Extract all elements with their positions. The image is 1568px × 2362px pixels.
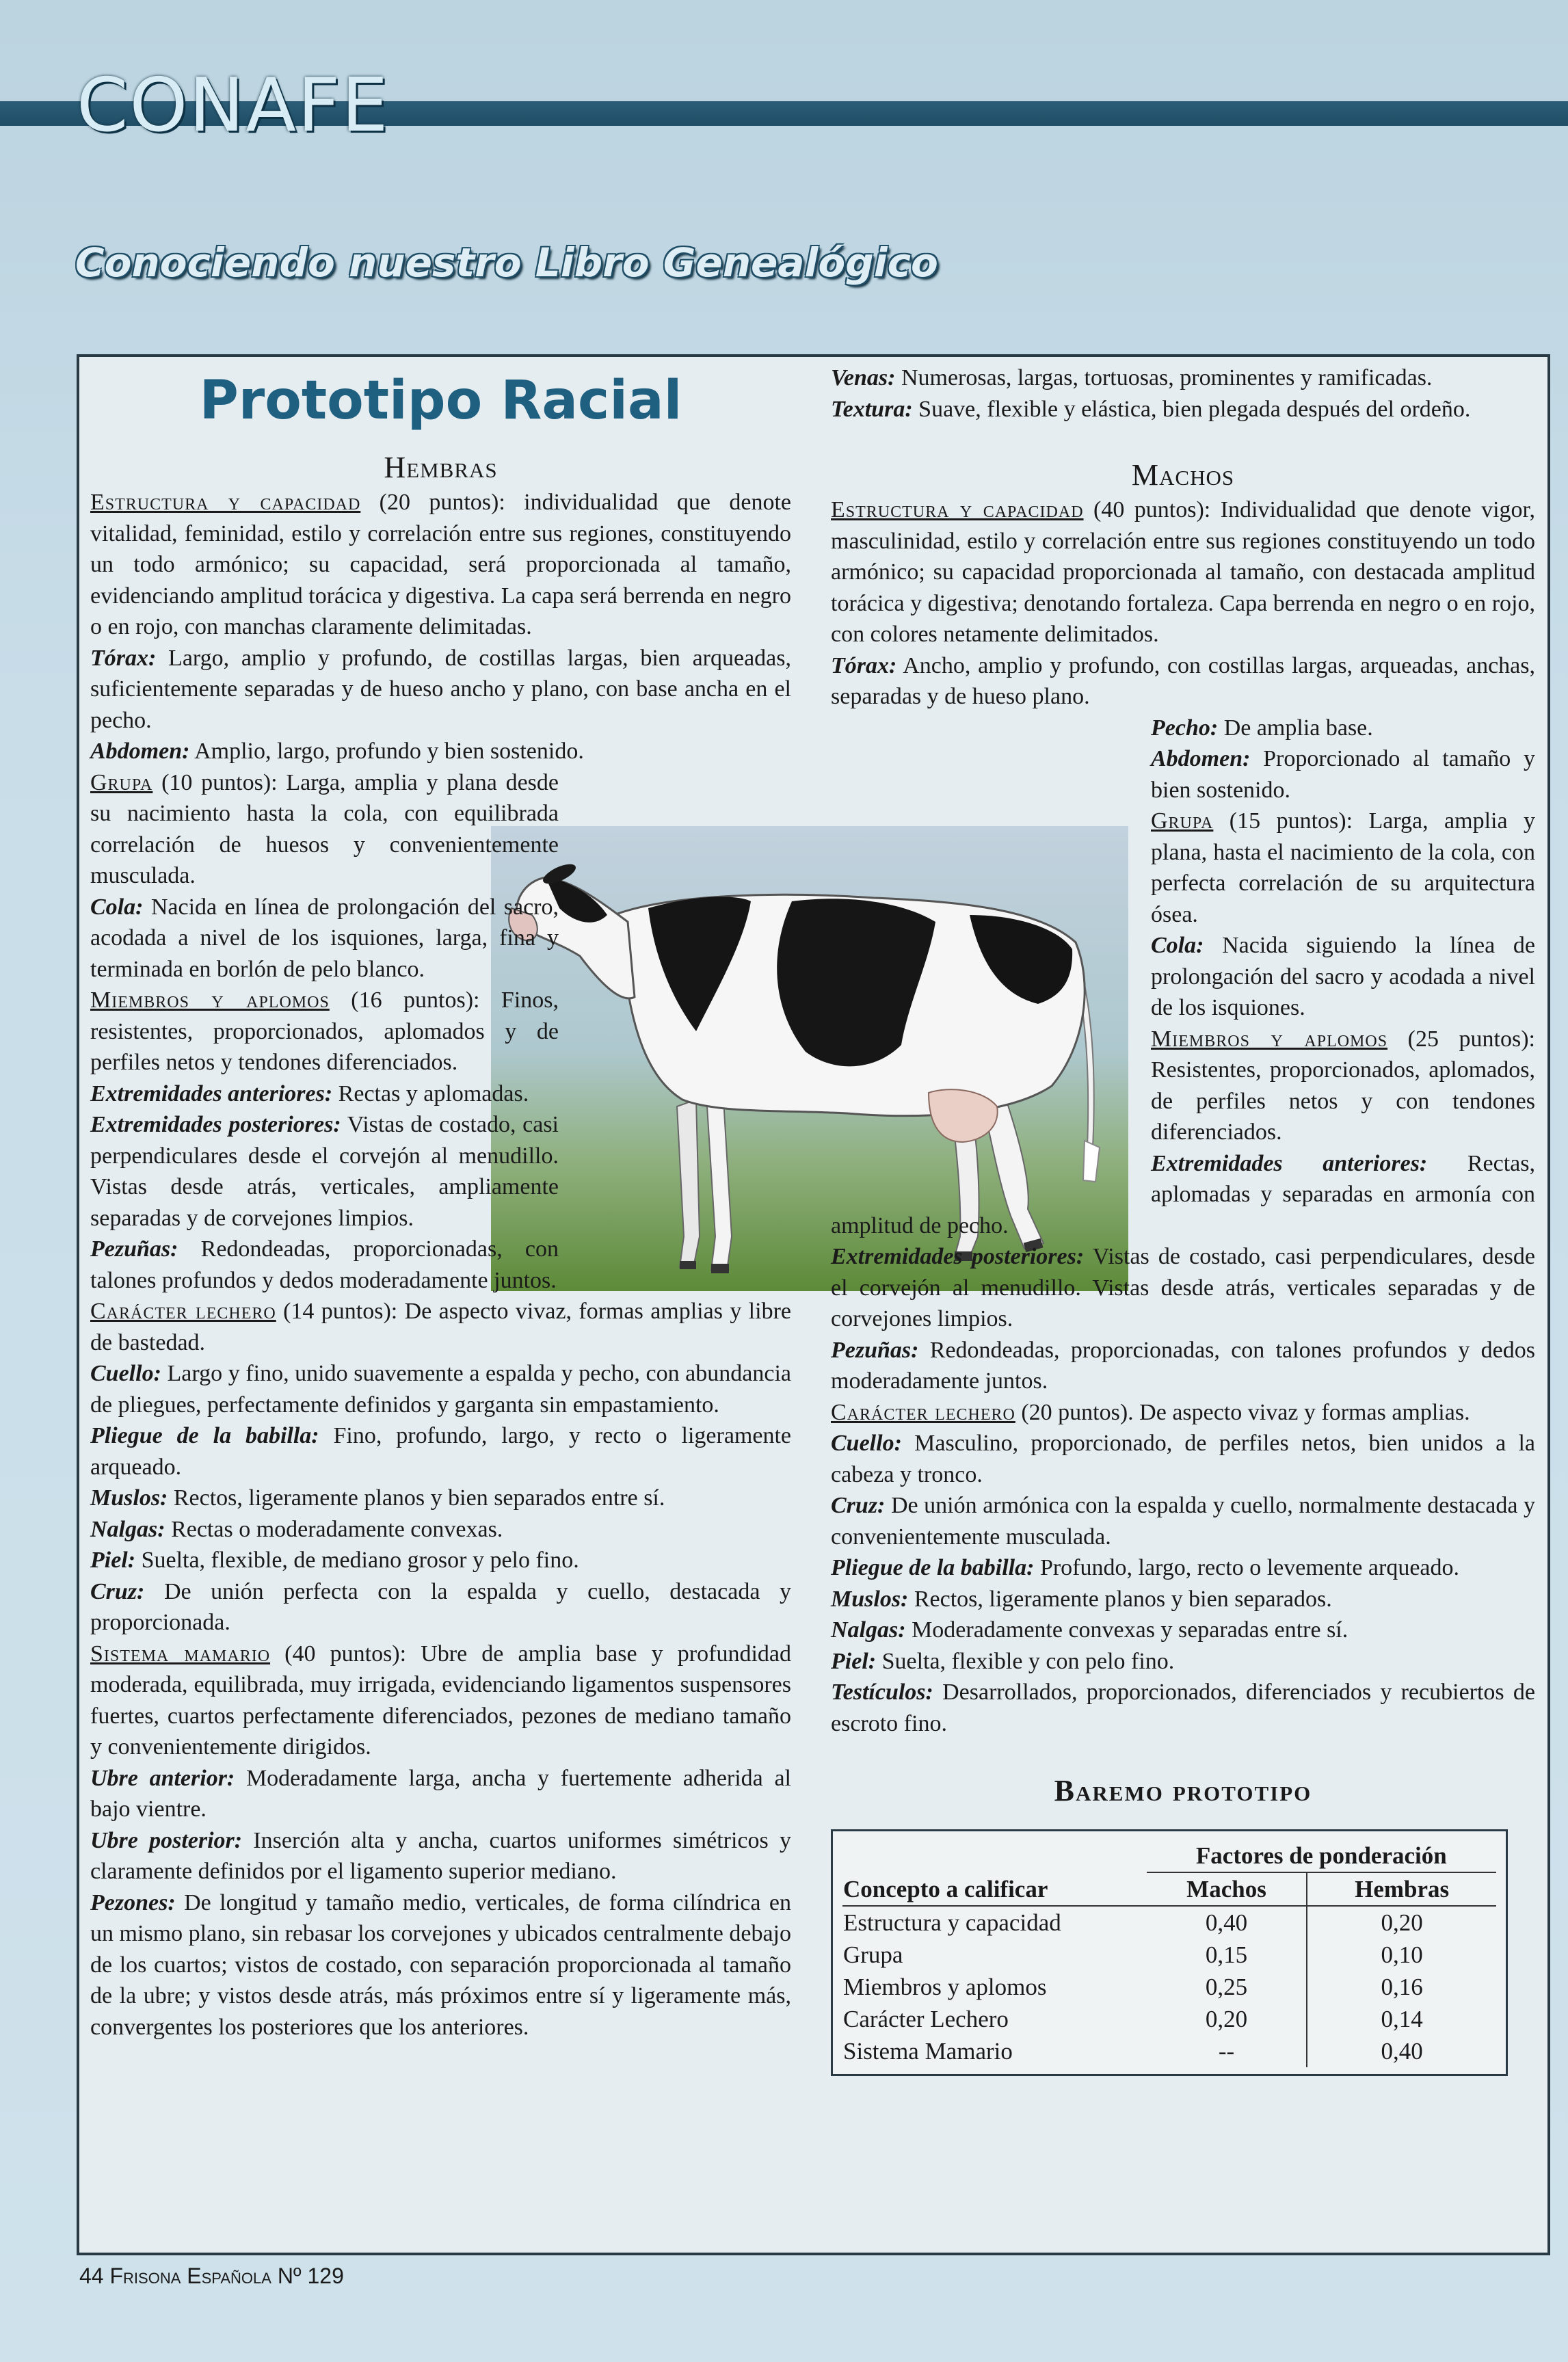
machos-cell: 0,20 <box>1205 2006 1248 2032</box>
paragraph-label: Extremidades posteriores: <box>831 1244 1085 1269</box>
col-hembras-header: Hembras <box>1307 1872 1496 1906</box>
paragraph-label: Miembros y aplomos <box>90 987 330 1013</box>
paragraph-label: Grupa <box>1151 808 1214 834</box>
paragraph-label: Pezuñas: <box>90 1236 178 1262</box>
paragraph-text: Suelta, flexible, de mediano grosor y pelo fino. <box>135 1548 579 1573</box>
paragraph <box>90 1825 791 1887</box>
hembras-cell: 0,40 <box>1307 2035 1496 2067</box>
baremo-title: Baremo prototipo <box>1054 1774 1312 1807</box>
paragraph-label: Pecho: <box>1151 715 1219 741</box>
paragraph-text: Redondeadas, proporcionadas, con talones profundos y dedos moderadamente juntos. <box>831 1337 1535 1394</box>
baremo-table <box>842 1840 1496 2067</box>
paragraph-label: Sistema mamario <box>90 1641 271 1667</box>
paragraph-text: Rectos, ligeramente planos y bien separados. <box>908 1586 1332 1612</box>
paragraph-label: Carácter lechero <box>831 1399 1015 1425</box>
machos-cell: -- <box>1218 2038 1235 2065</box>
paragraph-label: Textura: <box>831 396 913 422</box>
concept-cell: Grupa <box>843 1941 903 1968</box>
paragraph <box>90 1576 791 1638</box>
paragraph <box>831 1615 1535 1646</box>
publication-name: Frisona Española <box>109 2264 271 2288</box>
image-wrap-spacer <box>831 713 1151 1205</box>
machos-list <box>831 494 1535 1739</box>
paragraph-text: Fino, profundo, largo, y recto o ligeramente arqueado. <box>90 1423 792 1480</box>
paragraph <box>90 1358 791 1420</box>
paragraph-label: Muslos: <box>90 1485 168 1511</box>
paragraph-text: (20 puntos): individualidad que denote vitalidad, feminidad, estilo y correlación entre sus regiones, constituyendo un todo armónico; su capacidad, será proporcionada al tamaño, evidenciando amplitud torácica y digestiva. La capa será berrenda en negro o en rojo, con manchas claramente delimitadas. <box>90 490 791 639</box>
baremo-body <box>842 1906 1496 2067</box>
paragraph-label: Extremidades anteriores: <box>90 1080 333 1106</box>
paragraph-text: Vistas de costado, casi perpendiculares desde el corvejón al menudillo. Vistas desde atrás, verticales, ampliamente separadas y de corvejones limpios. <box>90 1112 559 1231</box>
concept-cell: Estructura y capacidad <box>843 1909 1061 1936</box>
paragraph-label: Extremidades anteriores: <box>1151 1150 1428 1176</box>
paragraph-label: Estructura y capacidad <box>90 490 361 515</box>
paragraph-text: De amplia base. <box>1218 715 1373 741</box>
paragraph-label: Cola: <box>90 894 144 920</box>
paragraph-label: Carácter lechero <box>90 1299 276 1324</box>
paragraph-label: Ubre anterior: <box>90 1765 235 1791</box>
paragraph-text: Largo, amplio y profundo, de costillas largas, bien arqueadas, suficientemente separadas y de hueso ancho y plano, con base ancha en el pecho. <box>90 645 791 733</box>
paragraph-text: (16 puntos): Finos, resistentes, proporcionados, aplomados y de perfiles netos y tendones diferenciados. <box>90 987 559 1075</box>
paragraph <box>90 1483 791 1514</box>
paragraph-text: Suave, flexible y elástica, bien plegada después del ordeño. <box>912 396 1471 422</box>
group-header: Factores de ponderación <box>1195 1842 1447 1869</box>
paragraph <box>831 1584 1535 1615</box>
paragraph-label: Tórax: <box>831 652 897 678</box>
paragraph-text: Largo y fino, unido suavemente a espalda y pecho, con abundancia de pliegues, perfectamente definidos y garganta sin empastamiento. <box>90 1361 791 1418</box>
paragraph <box>90 736 791 767</box>
brand-logo: CONAFE <box>77 63 390 148</box>
paragraph-text: Suelta, flexible y con pelo fino. <box>876 1648 1175 1674</box>
paragraph <box>831 494 1535 650</box>
paragraph-label: Abdomen: <box>90 739 190 764</box>
paragraph-label: Pezuñas: <box>831 1337 919 1363</box>
paragraph-text: Profundo, largo, recto o levemente arqueado. <box>1034 1555 1459 1580</box>
paragraph <box>90 1887 791 2043</box>
machos-cell: 0,15 <box>1205 1941 1248 1968</box>
paragraph-text: De unión armónica con la espalda y cuello, normalmente destacada y convenientemente musculada. <box>831 1493 1535 1550</box>
section-title: Conociendo nuestro Libro Genealógico <box>75 239 938 286</box>
paragraph <box>90 1545 791 1576</box>
paragraph <box>831 1428 1535 1490</box>
col-machos-header: Machos <box>1147 1872 1307 1906</box>
paragraph-label: Muslos: <box>831 1586 909 1612</box>
paragraph <box>90 1296 791 1358</box>
paragraph-text: (20 puntos). De aspecto vivaz y formas amplias. <box>1015 1399 1470 1425</box>
paragraph-text: De unión perfecta con la espalda y cuello, destacada y proporcionada. <box>90 1578 791 1635</box>
hembras-list <box>90 487 791 2043</box>
paragraph <box>831 1490 1535 1552</box>
paragraph-label: Piel: <box>831 1648 877 1674</box>
paragraph-text: (40 puntos): Ubre de amplia base y profundidad moderada, equilibrada, muy irrigada, evidenciando ligamentos suspensores fuertes, cuartos perfectamente diferenciados, pezones de mediano tamaño y convenientemente dirigidos. <box>90 1641 791 1760</box>
table-row <box>842 2003 1496 2035</box>
paragraph-text: Numerosas, largas, tortuosas, prominentes y ramificadas. <box>895 365 1433 390</box>
table-row <box>842 1906 1496 1939</box>
concept-cell: Carácter Lechero <box>843 2006 1009 2032</box>
paragraph-label: Tórax: <box>90 645 157 671</box>
paragraph-text: De longitud y tamaño medio, verticales, de forma cilíndrica en un mismo plano, sin rebasar los corvejones y ubicados centralmente debajo de los cuartos; vistos de costado, con separación proporcionada al tamaño de la ubre; y vistos desde atrás, más próximos entre sí y ligeramente más, convergentes los posteriores que los anteriores. <box>90 1889 791 2040</box>
hembras-heading: Hembras <box>384 451 498 484</box>
page-number: 44 <box>79 2264 104 2288</box>
paragraph-label: Ubre posterior: <box>90 1827 243 1853</box>
paragraph-label: Miembros y aplomos <box>1151 1026 1388 1052</box>
paragraph-text: Rectos, ligeramente planos y bien separados entre sí. <box>168 1485 665 1511</box>
paragraph-label: Cruz: <box>831 1493 886 1518</box>
concept-cell: Sistema Mamario <box>843 2038 1013 2065</box>
image-wrap-spacer <box>559 767 791 1266</box>
paragraph <box>831 362 1535 394</box>
concept-cell: Miembros y aplomos <box>843 1974 1047 2000</box>
paragraph <box>831 1677 1535 1739</box>
paragraph-text: (15 puntos): Larga, amplia y plana, hasta el nacimiento de la cola, con perfecta correlación de su arquitectura ósea. <box>1151 808 1535 927</box>
paragraph-label: Cuello: <box>90 1361 161 1386</box>
column-left <box>90 357 791 2043</box>
paragraph-label: Extremidades posteriores: <box>90 1112 341 1137</box>
paragraph <box>90 643 791 737</box>
paragraph-label: Estructura y capacidad <box>831 497 1084 522</box>
hembras-cell: 0,20 <box>1307 1906 1496 1939</box>
paragraph-text: Ancho, amplio y profundo, con costillas largas, arqueadas, anchas, separadas y de hueso plano. <box>831 652 1535 709</box>
machos-cell: 0,25 <box>1205 1974 1248 2000</box>
paragraph <box>90 1763 791 1825</box>
col-concept-header: Concepto a calificar <box>843 1875 1048 1902</box>
machos-cell: 0,40 <box>1205 1909 1248 1936</box>
paragraph-text: Nacida siguiendo la línea de prolongación del sacro y acodada a nivel de los isquiones. <box>1151 933 1535 1020</box>
issue-number: Nº 129 <box>277 2264 344 2288</box>
paragraph <box>90 487 791 643</box>
paragraph-text: Moderadamente convexas y separadas entre sí. <box>905 1617 1348 1643</box>
paragraph-label: Cruz: <box>90 1578 145 1604</box>
paragraph-label: Nalgas: <box>90 1516 165 1542</box>
paragraph-text: Proporcionado al tamaño y bien sostenido. <box>1151 746 1535 803</box>
paragraph-label: Abdomen: <box>1151 746 1251 771</box>
paragraph <box>831 1552 1535 1584</box>
paragraph <box>90 1514 791 1545</box>
paragraph <box>831 1646 1535 1677</box>
paragraph <box>831 1335 1535 1397</box>
table-row <box>842 2035 1496 2067</box>
paragraph-label: Cuello: <box>831 1431 902 1456</box>
article-title: Prototipo Racial <box>199 370 682 432</box>
paragraph <box>831 1397 1535 1429</box>
paragraph <box>90 1420 791 1483</box>
paragraph-text: Rectas o moderadamente convexas. <box>165 1516 503 1542</box>
paragraph <box>831 650 1535 713</box>
hembras-cell: 0,16 <box>1307 1971 1496 2003</box>
paragraph-text: Redondeadas, proporcionadas, con talones profundos y dedos moderadamente juntos. <box>90 1236 559 1293</box>
paragraph-text: Masculino, proporcionado, de perfiles netos, bien unidos a la cabeza y tronco. <box>831 1431 1535 1487</box>
paragraph-text: (40 puntos): Individualidad que denote vigor, masculinidad, estilo y correlación entre sus regiones constituyendo un todo armónico; su capacidad proporcionada al tamaño, con destacada amplitud torácica y digestiva; denotando fortaleza. Capa berrenda en negro o en rojo, con colores netamente delimitados. <box>831 497 1535 647</box>
paragraph-text: Vistas de costado, casi perpendiculares, desde el corvejón al menudillo. Vistas desde atrás, verticales separadas y de corvejones limpios. <box>831 1244 1536 1331</box>
paragraph-text: Nacida en línea de prolongación del sacro, acodada a nivel de los isquiones, larga, fina y terminada en borlón de pelo blanco. <box>90 894 559 982</box>
paragraph-text: Inserción alta y ancha, cuartos uniformes simétricos y claramente definidos por el ligamento superior mediano. <box>90 1827 791 1884</box>
hembras-cell: 0,14 <box>1307 2003 1496 2035</box>
paragraph-text: (10 puntos): Larga, amplia y plana desde su nacimiento hasta la cola, con equilibrada correlación de huesos y convenientemente musculada. <box>90 769 559 888</box>
column-right <box>831 362 1535 2076</box>
table-row <box>842 1939 1496 1971</box>
paragraph-label: Grupa <box>90 769 153 795</box>
hembras-continuation <box>831 362 1535 425</box>
hembras-cell: 0,10 <box>1307 1939 1496 1971</box>
paragraph-label: Nalgas: <box>831 1617 906 1643</box>
paragraph-label: Piel: <box>90 1548 136 1573</box>
paragraph-label: Testículos: <box>831 1680 933 1705</box>
page-footer <box>79 2264 344 2289</box>
machos-heading: Machos <box>1131 458 1235 492</box>
baremo-table-box <box>831 1829 1508 2076</box>
paragraph-text: Rectas y aplomadas. <box>332 1080 529 1106</box>
paragraph-label: Pezones: <box>90 1889 176 1915</box>
paragraph-label: Cola: <box>1151 933 1204 958</box>
paragraph-label: Venas: <box>831 365 896 390</box>
paragraph-text: (25 puntos): Resistentes, proporcionados, aplomados, de perfiles netos y con tendones diferenciados. <box>1151 1026 1535 1145</box>
paragraph-text: Moderadamente larga, ancha y fuertemente adherida al bajo vientre. <box>90 1765 791 1822</box>
paragraph <box>90 1638 791 1763</box>
paragraph-text: (14 puntos): De aspecto vivaz, formas amplias y libre de bastedad. <box>90 1299 791 1355</box>
paragraph-text: Rectas, aplomadas y separadas en armonía con amplitud de pecho. <box>831 1150 1535 1238</box>
table-row <box>842 1971 1496 2003</box>
paragraph-text: Desarrollados, proporcionados, diferenciados y recubiertos de escroto fino. <box>831 1680 1535 1736</box>
paragraph-label: Pliegue de la babilla: <box>90 1423 319 1448</box>
paragraph <box>831 394 1535 425</box>
paragraph <box>831 1241 1535 1335</box>
paragraph-label: Pliegue de la babilla: <box>831 1555 1035 1580</box>
paragraph-text: Amplio, largo, profundo y bien sostenido. <box>189 739 584 764</box>
